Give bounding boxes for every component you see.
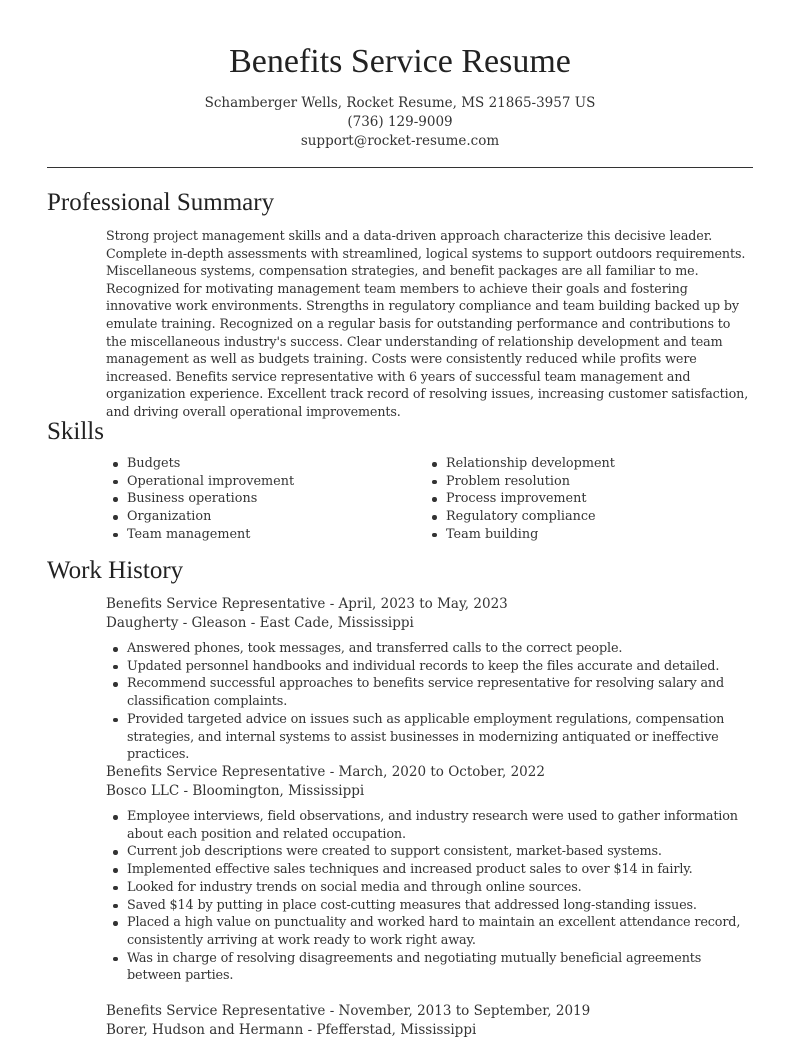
job-employer-line: Bosco LLC - Bloomington, Mississippi [106, 783, 365, 799]
job-title-line: Benefits Service Representative - November, 2013 to September, 2019 [106, 1003, 591, 1019]
skills-list-left [106, 455, 294, 544]
contact-address: Schamberger Wells, Rocket Resume, MS 21865-3957 US [204, 95, 596, 111]
skill-item: Relationship development [425, 455, 615, 473]
job-duty: Provided targeted advice on issues such as applicable employment regulations, compensation strategies, and internal systems to assist businesses in modernizing antiquated or ineffective practices. [106, 711, 756, 764]
job-duty: Updated personnel handbooks and individual records to keep the files accurate and detailed. [106, 658, 756, 676]
skill-item: Regulatory compliance [425, 508, 615, 526]
skill-item: Problem resolution [425, 473, 615, 491]
contact-phone: (736) 129-9009 [347, 114, 453, 130]
resume-title: Benefits Service Resume [229, 43, 571, 80]
skill-item: Operational improvement [106, 473, 294, 491]
skill-item: Budgets [106, 455, 294, 473]
skill-item: Team building [425, 526, 615, 544]
contact-block [0, 94, 800, 151]
job-employer-line: Borer, Hudson and Hermann - Pfefferstad, Mississippi [106, 1022, 477, 1038]
job-duties-list [106, 640, 756, 764]
job-duty: Was in charge of resolving disagreements and negotiating mutually beneficial agreements between parties. [106, 950, 756, 985]
summary-heading: Professional Summary [47, 189, 275, 216]
header-divider [47, 167, 753, 168]
job-duty: Answered phones, took messages, and transferred calls to the correct people. [106, 640, 756, 658]
work-history-heading: Work History [47, 557, 184, 584]
job-title-line: Benefits Service Representative - April, 2023 to May, 2023 [106, 596, 508, 612]
contact-email: support@rocket-resume.com [300, 133, 500, 149]
job-duty: Recommend successful approaches to benefits service representative for resolving salary and classification complaints. [106, 675, 756, 710]
job-duty: Placed a high value on punctuality and worked hard to maintain an excellent attendance record, consistently arriving at work ready to work right away. [106, 914, 756, 949]
skill-item: Organization [106, 508, 294, 526]
job-duties-list [106, 808, 756, 985]
summary-text: Strong project management skills and a data-driven approach characterize this decisive leader. Complete in-depth assessments with streamlined, logical systems to support outdoors requirements. Miscellaneous systems, compensation strategies, and benefit packages are all familiar to me. Recognized for motivating management team members to achieve their goals and fostering innovative work environments. Strengths in regulatory compliance and team building backed up by emulate training. Recognized on a regular basis for outstanding performance and contributions to the miscellaneous industry's success. Clear understanding of relationship development and team management as well as budgets training. Costs were consistently reduced while profits were increased. Benefits service representative with 6 years of successful team management and organization experience. Excellent track record of resolving issues, increasing customer satisfaction, and driving overall operational improvements. [106, 228, 749, 419]
job-duty: Saved $14 by putting in place cost-cutting measures that addressed long-standing issues. [106, 897, 756, 915]
skills-heading: Skills [47, 418, 104, 445]
job-duty: Implemented effective sales techniques and increased product sales to over $14 in fairly. [106, 861, 756, 879]
skills-list-right [425, 455, 615, 544]
job-employer-line: Daugherty - Gleason - East Cade, Mississippi [106, 615, 414, 631]
job-title-line: Benefits Service Representative - March, 2020 to October, 2022 [106, 764, 545, 780]
job-duty: Employee interviews, field observations, and industry research were used to gather information about each position and related occupation. [106, 808, 756, 843]
skill-item: Business operations [106, 490, 294, 508]
skill-item: Team management [106, 526, 294, 544]
job-duty: Current job descriptions were created to support consistent, market-based systems. [106, 843, 756, 861]
job-duty: Looked for industry trends on social media and through online sources. [106, 879, 756, 897]
skill-item: Process improvement [425, 490, 615, 508]
